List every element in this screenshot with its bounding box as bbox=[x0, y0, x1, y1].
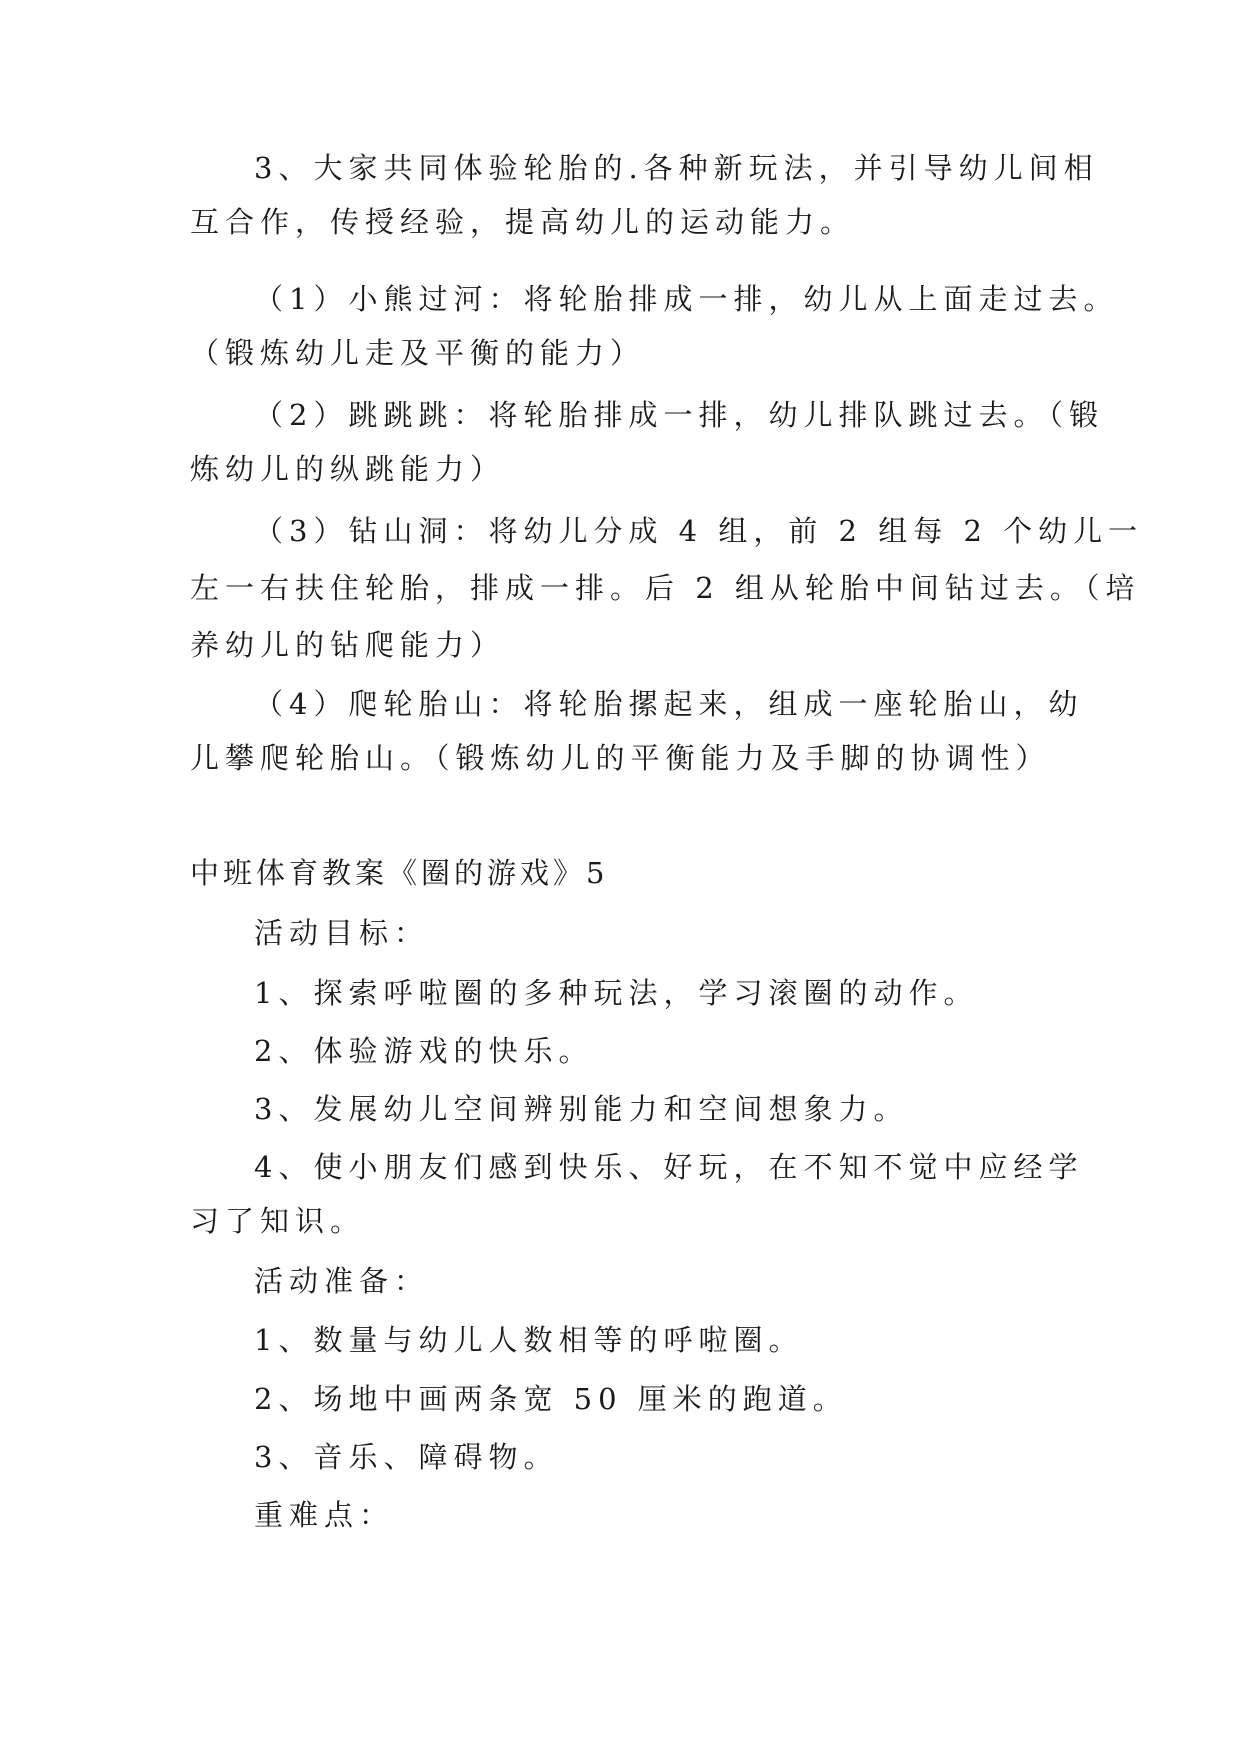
paragraph-line: （2）跳跳跳：将轮胎排成一排，幼儿排队跳过去。（锻 bbox=[254, 398, 1104, 432]
paragraph-line: （4）爬轮胎山：将轮胎摞起来，组成一座轮胎山，幼 bbox=[254, 687, 1084, 721]
paragraph-line: 儿攀爬轮胎山。（锻炼幼儿的平衡能力及手脚的协调性） bbox=[190, 741, 1051, 775]
paragraph-line: 养幼儿的钻爬能力） bbox=[190, 628, 506, 662]
paragraph-line: 左一右扶住轮胎，排成一排。后 2 组从轮胎中间钻过去。（培 bbox=[190, 571, 1141, 605]
paragraph-line: （锻炼幼儿走及平衡的能力） bbox=[190, 336, 646, 370]
paragraph-line: 炼幼儿的纵跳能力） bbox=[190, 452, 506, 486]
paragraph-line: 2、体验游戏的快乐。 bbox=[254, 1034, 594, 1068]
paragraph-line: 互合作，传授经验，提高幼儿的运动能力。 bbox=[190, 205, 856, 239]
paragraph-line: 重难点： bbox=[254, 1498, 395, 1532]
paragraph-line: （1）小熊过河：将轮胎排成一排，幼儿从上面走过去。 bbox=[254, 282, 1119, 316]
paragraph-line: 3、大家共同体验轮胎的.各种新玩法，并引导幼儿间相 bbox=[254, 151, 1099, 185]
paragraph-line: 3、发展幼儿空间辨别能力和空间想象力。 bbox=[254, 1092, 909, 1126]
paragraph-line: 3、音乐、障碍物。 bbox=[254, 1440, 559, 1474]
paragraph-line: 习了知识。 bbox=[190, 1204, 366, 1238]
paragraph-line: 活动准备： bbox=[254, 1264, 430, 1298]
paragraph-line: 活动目标： bbox=[254, 916, 430, 950]
paragraph-line: （3）钻山洞：将幼儿分成 4 组，前 2 组每 2 个幼儿一 bbox=[254, 514, 1144, 548]
paragraph-line: 4、使小朋友们感到快乐、好玩，在不知不觉中应经学 bbox=[254, 1150, 1084, 1184]
paragraph-line: 1、探索呼啦圈的多种玩法，学习滚圈的动作。 bbox=[254, 976, 979, 1010]
section-title: 中班体育教案《圈的游戏》5 bbox=[190, 856, 609, 890]
paragraph-line: 2、场地中画两条宽 50 厘米的跑道。 bbox=[254, 1382, 848, 1416]
paragraph-line: 1、数量与幼儿人数相等的呼啦圈。 bbox=[254, 1323, 804, 1357]
